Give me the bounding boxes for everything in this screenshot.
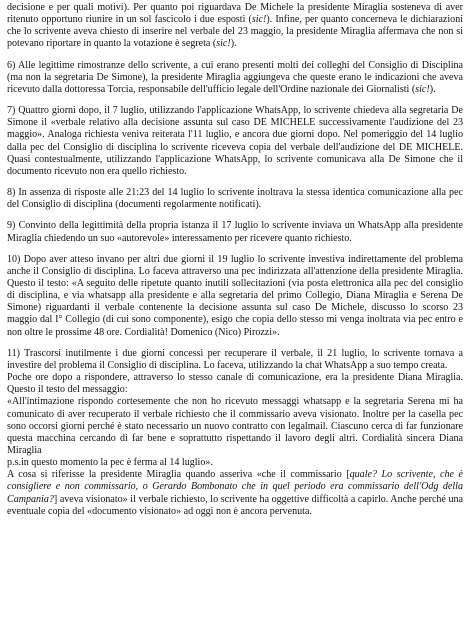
bracketed-italic-note: quale? Lo scrivente, che è consigliere e non commissario, o Gerardo Bombonato che in quel periodo era commissario dell'Odg della Campania? bbox=[7, 469, 463, 505]
sic-annotation: sic! bbox=[216, 38, 231, 50]
paragraph-11: 11) Trascorsi inutilmente i due giorni concessi per recuperare il verbale, il 21 luglio, lo scrivente tornava a investire del problema il Consiglio di disciplina. Lo faceva, utilizzando la chat WhatsApp a suo tempo creata. bbox=[7, 347, 463, 371]
text: ). bbox=[429, 83, 436, 95]
paragraph-9: 9) Convinto della legittimità della propria istanza il 17 luglio lo scrivente inviava un WhatsApp alla presidente Miraglia chiedendo un suo «autorevole» interessamento per ricevere quanto richiesto. bbox=[7, 220, 463, 244]
paragraph-11-quoted-message: «All'intimazione rispondo cortesemente che non ho ricevuto messaggi whatsapp e la segretaria Serena mi ha comunicato di aver recuperato il verbale richiesto che il commissario aveva visionato. Inoltre per la casella pec sono occorsi giorni perché è stato necessario un nuovo contratto con legalmail. Ciascuno cerca di far funzionare questa macchina cercando di far bene e soprattutto rispettando il lavoro degli altri. Cordialità sincera Diana Miraglia bbox=[7, 396, 463, 456]
text: ). Infine, per quanto concerneva le dichiarazioni che lo scrivente aveva chiesto di inserire nel verbale del 23 maggio, la presidente Miraglia affermava che non si potevano riportare in quanto la votazione è segreta ( bbox=[7, 14, 464, 50]
paragraph-10: 10) Dopo aver atteso invano per altri due giorni il 19 luglio lo scrivente investiva indirettamente del problema anche il Consiglio di disciplina. Lo faceva attraverso una pec indirizzata all'attenzione della presidente Miraglia. Questo il testo: «A seguito delle ripetute quanto inutili sollecitazioni (via posta elettronica alla pec del consiglio di disciplina, e via whatsapp alla presidente e alla segretaria del primo Collegio, Diana Miraglia e Serena De Simone) riguardanti il verbale contenente la decisione assunta sul caso De Michele, discusso lo scorso 23 maggio dal I° Collegio (di cui sono componente), esigo che copia dello stesso mi venga inoltrata via pec entro e non oltre le prossime 48 ore. Cordialità! Domenico (Nico) Pirozzi». bbox=[7, 253, 463, 338]
text: 6) Alle legittime rimostranze dello scrivente, a cui erano presenti molti dei colleghi del Consiglio di Disciplina (ma non la segretaria De Simone), la presidente Miraglia aggiungeva che queste erano le indicazioni che aveva ricevuto dalla dottoressa Torcia, responsabile dell'ufficio legale dell'Ordine nazionale dei Giornalisti ( bbox=[7, 59, 463, 95]
paragraph-6 bbox=[7, 60, 463, 96]
paragraph-continuation bbox=[7, 2, 463, 51]
paragraph-11-postscript: p.s.in questo momento la pec è ferma al 14 luglio». bbox=[7, 457, 213, 469]
text: ). bbox=[230, 38, 237, 50]
text: ] aveva visionato» il verbale richiesto, lo scrivente ha oggettive difficoltà a capirlo. Anche perché una eventuale copia del «documento visionato» ad oggi non è ancora pervenuta. bbox=[7, 493, 463, 517]
text: decisione e per quali motivi). Per quanto poi riguardava De Michele la presidente Miraglia sosteneva di aver ritenuto opportuno riunire in un sol fascicolo i due esposti ( bbox=[7, 2, 463, 26]
paragraph-8: 8) In assenza di risposte alle 21:23 del 14 luglio lo scrivente inoltrava la stessa identica comunicazione alla pec del Consiglio di disciplina (documenti regolarmente notificati). bbox=[7, 187, 463, 211]
paragraph-7: 7) Quattro giorni dopo, il 7 luglio, utilizzando l'applicazione WhatsApp, lo scrivente chiedeva alla segretaria De Simone il «verbale relativo alla decisione assunta sul caso DE MICHELE successivamente l'audizione del 23 maggio». Analoga richiesta veniva reiterata l'11 luglio, e ancora due giorni dopo. Nel pomeriggio del 14 luglio dalla pec del Consiglio di disciplina lo scrivente riceveva copia del verbale dell'audizione del DE MICHELE. Quasi contestualmente, utilizzando l'applicazione WhatsApp, lo scrivente comunicava alla De Simone che il documento ricevuto non era quello richiesto. bbox=[7, 105, 463, 177]
paragraph-11-reply-intro: Poche ore dopo a rispondere, attraverso lo stesso canale di comunicazione, era la presidente Diana Miraglia. Questo il testo del messaggio: bbox=[7, 372, 463, 396]
paragraph-11-conclusion bbox=[7, 469, 463, 518]
sic-annotation: sic! bbox=[251, 14, 267, 26]
sic-annotation: sic! bbox=[415, 83, 430, 95]
text: A cosa si riferisse la presidente Miraglia quando asseriva «che il commissario [ bbox=[7, 469, 350, 481]
